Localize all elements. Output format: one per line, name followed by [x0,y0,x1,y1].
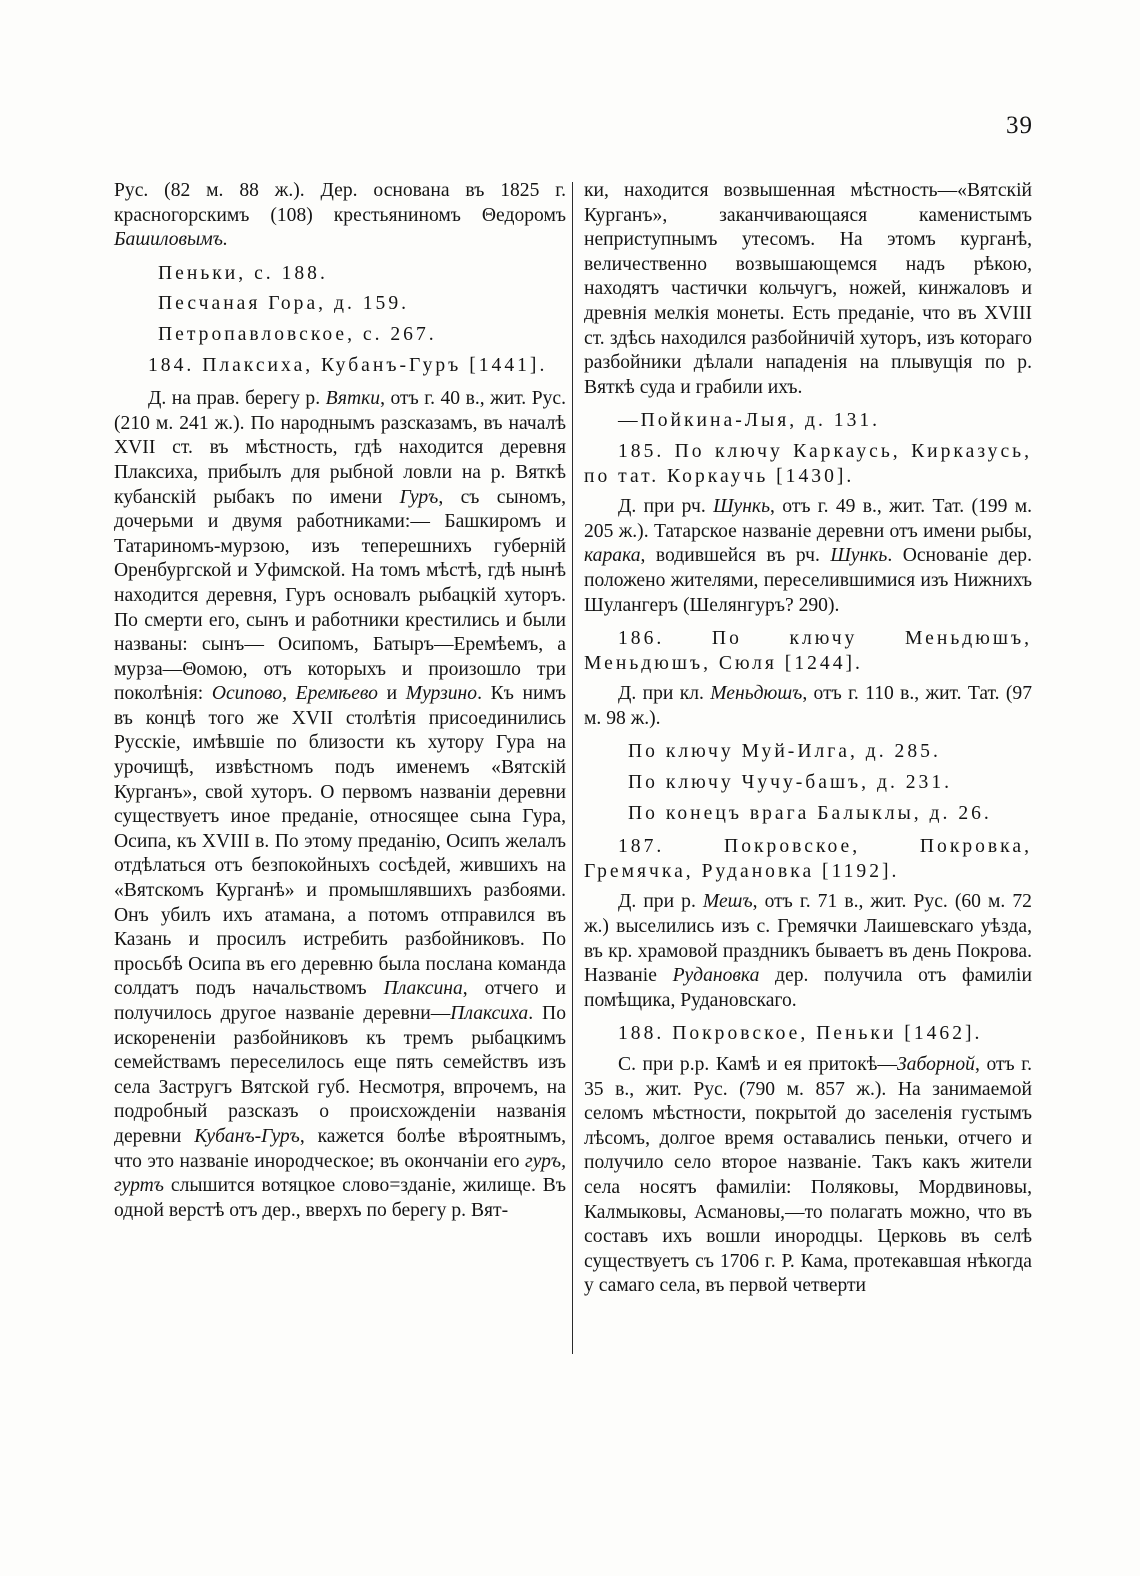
text-run: Рус. (82 м. 88 ж.). Дер. основана въ 1825 г. красногорскимъ (108) крестьяниномъ Θедоромъ [114,180,566,226]
text-run: Д. при рч. [618,496,714,518]
page-number: 39 [1006,112,1033,139]
text-run: , отъ г. 40 в., жит. Рус. (210 м. 241 ж.). По народнымъ разсказамъ, въ началѣ XVII ст. въ мѣстность, гдѣ находится деревня Плаксиха, прибылъ для рыбной ловли на р. Вяткѣ кубанскій рыбакъ по имени [114,388,566,508]
text-run: . Къ нимъ въ концѣ того же XVII столѣтія присоединились Русскіе, имѣвшіе по близости къ хутору Гура на урочищѣ, извѣстномъ подъ именемъ «Вятскій Курганъ», свой хуторъ. О первомъ названіи деревни существуетъ иное преданіе, относящее сына Гура, Осипа, къ XVIII в. По этому преданію, Осипъ желалъ отдѣлаться отъ безпокойныхъ сосѣдей, жившихъ на «Вятскомъ Курганѣ» и промышлявшихъ разбоями. Онъ убилъ ихъ атамана, а потомъ отправился въ Казань и просилъ истребить разбойниковъ. По просьбѣ Осипа въ его деревню была послана команда солдатъ подъ начальствомъ [114,683,566,1000]
text-run: По ключу Муй-Илга, д. 285. [628,741,941,763]
italic-term: Мешъ [702,891,753,913]
text-run: По ключу Чучу-башъ, д. 231. [628,772,953,794]
entry-heading [584,740,1032,765]
text-run: Д. при кл. [618,683,711,705]
entry-heading [584,771,1032,796]
italic-term: карака [584,545,641,567]
entry-heading [584,835,1032,884]
text-run: Пеньки, с. 188. [158,262,328,284]
text-run: По конецъ врага Балыклы, д. 26. [628,802,992,824]
italic-term: Вятки [325,388,381,410]
paragraph [584,179,1032,400]
italic-term: Плаксина [383,978,463,1000]
text-run: 185. По ключу Каркаусь, Кирказусь, по тат. Коркаучь [1430]. [584,440,1032,487]
text-run: , отъ г. 110 в., жит. Тат. (97 м. 98 ж.). [584,683,1032,729]
italic-term: Мурзино [405,683,478,705]
italic-term: Заборной [896,1054,975,1075]
entry-heading [584,1022,1032,1047]
text-run: Д. при р. [618,891,703,913]
italic-term: Меньдюшъ [710,683,803,705]
text-run: 187. Покровское, Покровка, Гремячка, Рудановка [1192]. [584,836,1032,882]
entry-heading [584,440,1032,489]
entry-heading [114,323,566,348]
text-run: , водившейся въ рч. [640,545,831,567]
column-divider [572,182,573,1354]
text-run: . По искорененіи разбойниковъ къ тремъ рыбацкимъ семействамъ переселилось еще пять семействъ изъ села Застругъ Вятской губ. Несмотря, впрочемъ, на подробный разсказъ о происхожденіи названія деревни [114,1003,566,1147]
right-column [584,179,1032,1299]
italic-term: Рудановка [672,965,760,987]
paragraph [584,1053,1032,1299]
entry-heading [114,262,566,287]
italic-term: Плаксиха [450,1003,529,1024]
left-column [114,179,566,1223]
text-run: , отъ г. 35 в., жит. Рус. (790 м. 857 ж.). На занимаемой селомъ мѣстности, покрытой до заселенія густымъ лѣсомъ, долгое время оставались пеньки, отчего и получило село второе названіе. Такъ какъ жители села носятъ фамиліи: Поляковы, Мордвиновы, Калмыковы, Асмановы,—то полагать можно, что въ составъ ихъ вошли инородцы. Церковь въ селѣ существуетъ съ 1706 г. Р. Кама, протекавшая нѣкогда у самаго села, въ первой четверти [584,1054,1032,1297]
paragraph [584,890,1032,1013]
entry-heading [584,802,1032,827]
text-run: , отъ г. 49 в., жит. Тат. (199 м. 205 ж.). Татарское названіе деревни отъ имени рыбы, [584,496,1032,542]
italic-term: Осипово, Еремѣево [211,683,378,705]
italic-term: гуръ, гуртъ [114,1150,566,1197]
text-run: Петропавловское, с. 267. [158,323,437,345]
text-run: , съ сыномъ, дочерьми и двумя работниками:— Башкиромъ и Татариномъ-мурзою, изъ теперешнихъ губерній Оренбургской и Уфимской. На томъ мѣстѣ, гдѣ нынѣ находится деревня, Гуръ основалъ рыбацкій хуторъ. По смерти его, сынъ и работники крестились и были названы: сынъ— Осипомъ, Батыръ—Еремѣемъ, а мурза—Θомою, отъ которыхъ и произошло три поколѣнія: [114,486,566,705]
text-run: Песчаная Гора, д. 159. [158,293,410,315]
text-run: дер. получила отъ фамиліи помѣщика, Рудановскаго. [584,965,1032,1011]
text-run: и [377,683,406,705]
text-run: 186. По ключу Меньдюшъ, Меньдюшъ, Сюля [1244]. [584,628,1032,674]
italic-term: Кубанъ-Гуръ [194,1125,300,1147]
text-run: , отчего и получилось другое названіе деревни— [114,978,566,1024]
italic-term: Гуръ [399,486,439,508]
paragraph [584,495,1032,618]
italic-term: Шункь [713,496,771,518]
entry-heading [584,627,1032,676]
entry-heading [114,292,566,317]
text-run: ки, находится возвышенная мѣстность—«Вятскій Курганъ», заканчивающаяся каменистымъ неприступнымъ утесомъ. На этомъ курганѣ, величественно возвышающемся надъ рѣкою, находятъ частички кольчугъ, ножей, кинжаловъ и древнія мелкія монеты. Есть преданіе, что въ XVIII ст. здѣсь находился разбойничій хуторъ, изъ котораго разбойники дѣлали нападенія на плывущія по р. Вяткѣ суда и грабили ихъ. [584,180,1032,398]
text-run: 184. Плаксиха, Кубанъ-Гуръ [1441]. [148,354,548,376]
italic-term: Шункь [830,545,888,567]
entry-heading [584,409,1032,434]
paragraph [114,387,566,1223]
entry-heading [114,354,566,379]
text-run: , отъ г. 71 в., жит. Рус. (60 м. 72 ж.) выселились изъ с. Гремячки Лаишевскаго уѣзда, въ кр. храмовой праздникъ бываетъ въ день Покрова. Названіе [584,891,1032,987]
text-run: 188. Покровское, Пеньки [1462]. [618,1023,983,1045]
text-run: С. при р.р. Камѣ и ея притокѣ— [618,1054,897,1075]
italic-term: Башиловымъ. [114,229,228,251]
text-run: —Пойкина-Лыя, д. 131. [618,410,881,432]
text-run: , кажется болѣе вѣроятнымъ, что это названіе инородческое; въ окончаніи его [114,1125,566,1172]
text-run: Д. на прав. берегу р. [148,388,326,410]
paragraph [584,682,1032,731]
text-run: слышится вотяцкое слово=зданіе, жилище. Въ одной верстѣ отъ дер., вверхъ по берегу р. Вят- [114,1175,566,1221]
text-run: . Основаніе дер. положено жителями, переселившимися изъ Нижнихъ Шулангеръ (Шелянгуръ? 290). [584,545,1032,616]
paragraph [114,179,566,253]
